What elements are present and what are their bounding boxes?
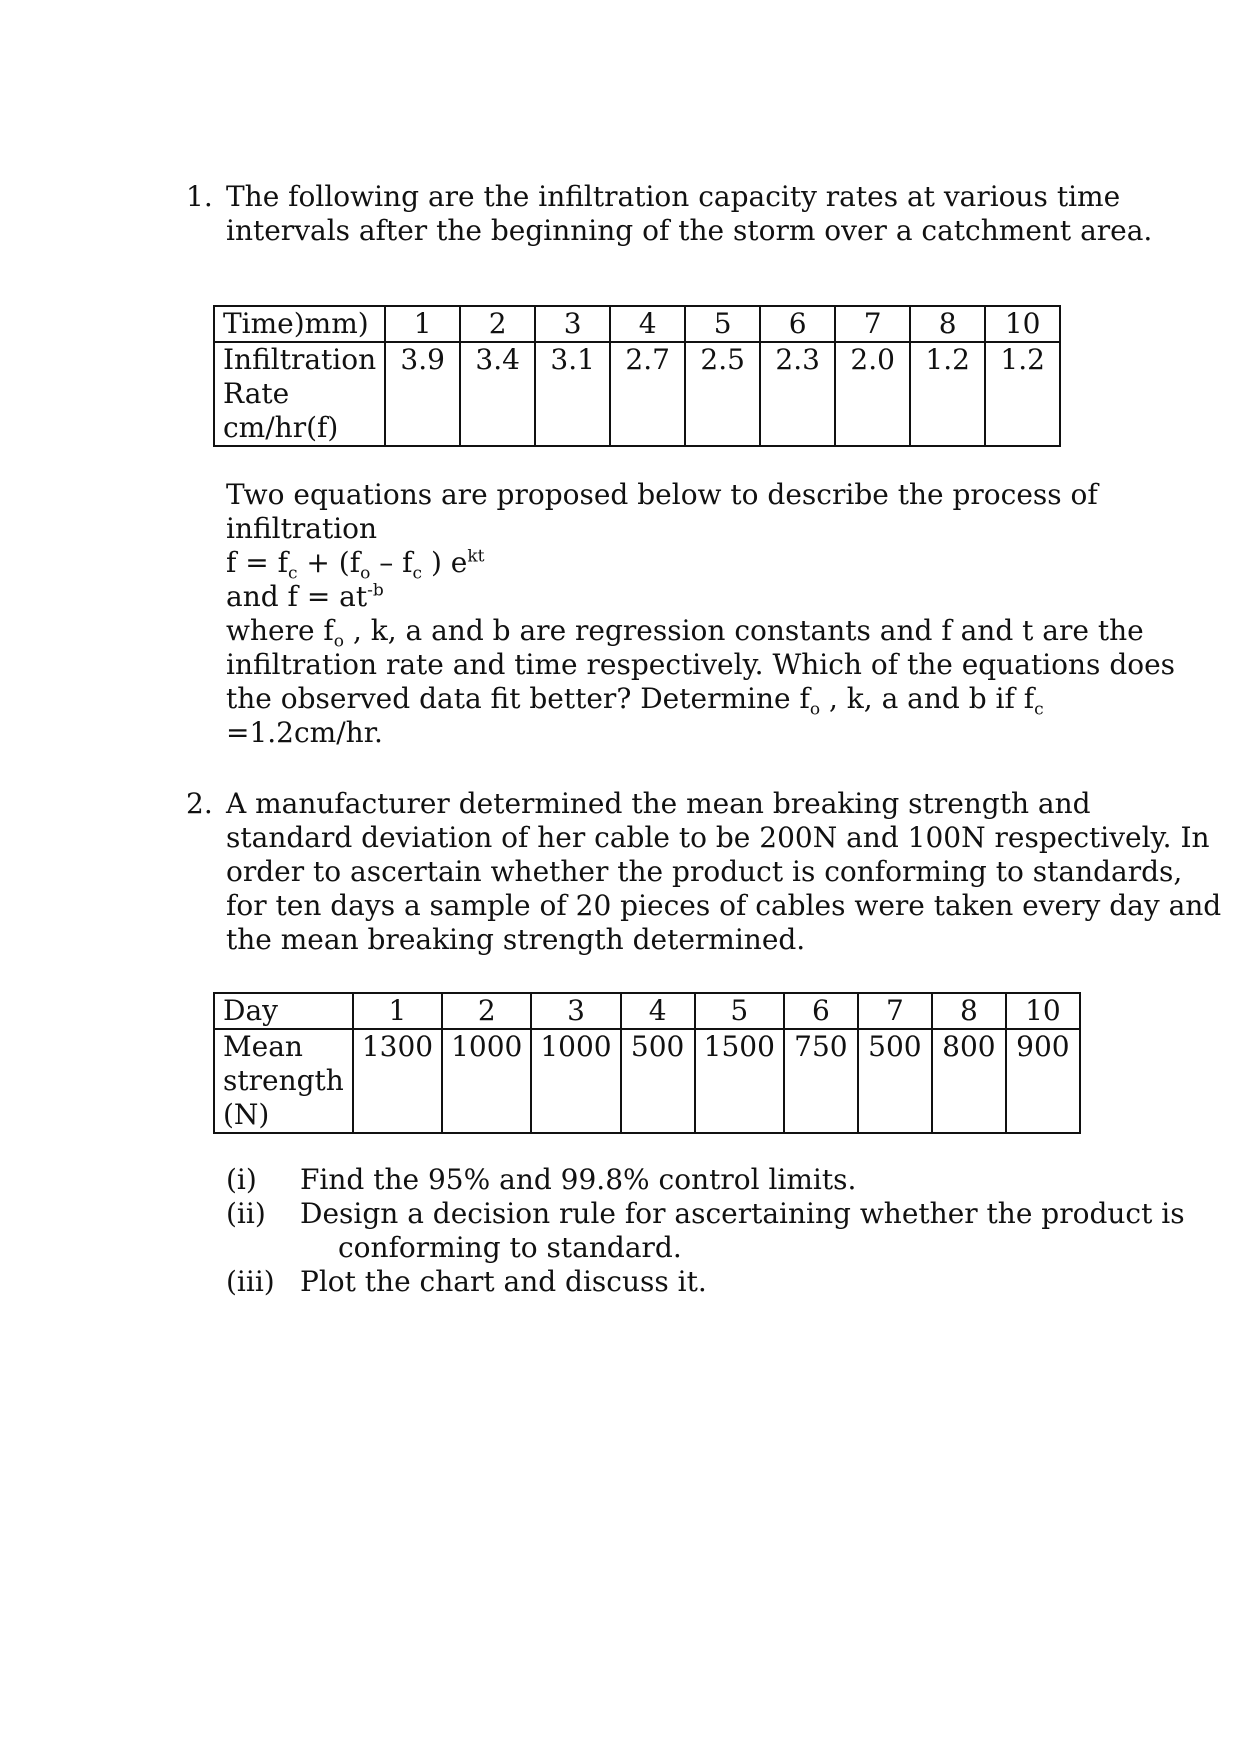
table-row bbox=[214, 1029, 1080, 1133]
table-cell: 3 bbox=[535, 306, 610, 342]
strength-table bbox=[213, 992, 1081, 1134]
table-cell: 10 bbox=[1006, 993, 1080, 1029]
table-cell: 1500 bbox=[695, 1029, 784, 1133]
table-row bbox=[214, 993, 1080, 1029]
question-2-intro-line: for ten days a sample of 20 pieces of cables were taken every day and bbox=[226, 889, 1222, 922]
subpart-iii bbox=[226, 1265, 1106, 1299]
table-cell: 7 bbox=[858, 993, 932, 1029]
table-row-header: Day bbox=[214, 993, 353, 1029]
infiltration-table bbox=[213, 305, 1061, 447]
eq-subscript: o bbox=[809, 699, 821, 720]
eq-text: and f = at bbox=[226, 580, 368, 613]
table-cell: 3.4 bbox=[460, 342, 535, 446]
subpart-label: (i) bbox=[226, 1163, 257, 1196]
table-cell: 1.2 bbox=[985, 342, 1060, 446]
eq-subscript: o bbox=[333, 631, 345, 652]
table-cell: 10 bbox=[985, 306, 1060, 342]
table-cell: 2.5 bbox=[685, 342, 760, 446]
eq-superscript: -b bbox=[367, 580, 384, 601]
table-cell: 4 bbox=[610, 306, 685, 342]
table-cell: 2 bbox=[460, 306, 535, 342]
table-cell: 8 bbox=[932, 993, 1006, 1029]
question-2-intro-line: standard deviation of her cable to be 200N and 100N respectively. In bbox=[226, 821, 1210, 854]
row-header-line: Mean bbox=[223, 1030, 303, 1063]
eq-text: – f bbox=[370, 546, 413, 579]
table-cell: 3.1 bbox=[535, 342, 610, 446]
table-cell: 4 bbox=[621, 993, 695, 1029]
eq-text: + (f bbox=[297, 546, 361, 579]
row-header-line: (N) bbox=[223, 1098, 270, 1131]
table-cell: 5 bbox=[685, 306, 760, 342]
table-row bbox=[214, 306, 1060, 342]
question-2-intro-line: the mean breaking strength determined. bbox=[226, 923, 806, 956]
question-1-intro-line: intervals after the beginning of the storm over a catchment area. bbox=[226, 214, 1153, 247]
row-header-line: cm/hr(f) bbox=[223, 411, 339, 444]
table-cell: 3 bbox=[531, 993, 620, 1029]
table-row-header: Time)mm) bbox=[214, 306, 385, 342]
where-text: , k, a and b if f bbox=[820, 682, 1035, 715]
table-cell: 1 bbox=[353, 993, 442, 1029]
where-line bbox=[226, 682, 1106, 720]
subpart-label: (ii) bbox=[226, 1197, 266, 1230]
table-cell: 1000 bbox=[442, 1029, 531, 1133]
question-2-intro bbox=[226, 787, 1222, 957]
row-header-line: Rate bbox=[223, 377, 290, 410]
table-cell: 1.2 bbox=[910, 342, 985, 446]
question-1-intro bbox=[226, 180, 1153, 248]
question-1-intro-line: The following are the infiltration capacity rates at various time bbox=[226, 180, 1121, 213]
table-cell: 1 bbox=[385, 306, 460, 342]
table-cell: 1300 bbox=[353, 1029, 442, 1133]
where-text: , k, a and b are regression constants and f and t are the bbox=[344, 614, 1144, 647]
row-header-line: strength bbox=[223, 1064, 344, 1097]
eq-subscript: o bbox=[360, 563, 371, 584]
subpart-ii bbox=[226, 1197, 1185, 1231]
subpart-i bbox=[226, 1163, 1106, 1197]
table-cell: 6 bbox=[760, 306, 835, 342]
table-cell: 2.0 bbox=[835, 342, 910, 446]
where-line: =1.2cm/hr. bbox=[226, 716, 383, 749]
eq-subscript: c bbox=[1034, 699, 1044, 720]
question-2-intro-line: A manufacturer determined the mean breaking strength and bbox=[226, 787, 1091, 820]
table-cell: 800 bbox=[932, 1029, 1006, 1133]
where-text: the observed data fit better? Determine f bbox=[226, 682, 810, 715]
subpart-text: conforming to standard. bbox=[338, 1231, 682, 1264]
table-row-header bbox=[214, 342, 385, 446]
question-1-number: 1. bbox=[186, 180, 213, 213]
equation-1 bbox=[226, 546, 1106, 584]
table-cell: 2.7 bbox=[610, 342, 685, 446]
subpart-text: Plot the chart and discuss it. bbox=[300, 1265, 707, 1298]
where-line bbox=[226, 614, 1144, 652]
row-header-line: Infiltration bbox=[223, 343, 377, 376]
table-row bbox=[214, 342, 1060, 446]
eq-text: f = f bbox=[226, 546, 288, 579]
table-cell: 7 bbox=[835, 306, 910, 342]
where-line: infiltration rate and time respectively. Which of the equations does bbox=[226, 648, 1176, 681]
table-cell: 500 bbox=[858, 1029, 932, 1133]
equations-intro-line: Two equations are proposed below to describe the process of bbox=[226, 478, 1098, 511]
table-cell: 2.3 bbox=[760, 342, 835, 446]
eq-superscript: kt bbox=[467, 546, 485, 567]
question-2-intro-line: order to ascertain whether the product is conforming to standards, bbox=[226, 855, 1183, 888]
where-text: where f bbox=[226, 614, 334, 647]
eq-subscript: c bbox=[288, 563, 298, 584]
table-row-header bbox=[214, 1029, 353, 1133]
table-cell: 5 bbox=[695, 993, 784, 1029]
eq-subscript: c bbox=[412, 563, 423, 584]
equations-block bbox=[226, 478, 1176, 750]
equation-2 bbox=[226, 580, 1106, 614]
eq-text: ) e bbox=[422, 546, 468, 579]
question-2-number: 2. bbox=[186, 787, 213, 820]
table-cell: 750 bbox=[784, 1029, 858, 1133]
table-cell: 3.9 bbox=[385, 342, 460, 446]
subpart-label: (iii) bbox=[226, 1265, 275, 1298]
subparts-list bbox=[226, 1163, 1185, 1299]
equations-intro-line: infiltration bbox=[226, 512, 378, 545]
table-cell: 500 bbox=[621, 1029, 695, 1133]
subpart-text: Find the 95% and 99.8% control limits. bbox=[300, 1163, 857, 1196]
table-cell: 2 bbox=[442, 993, 531, 1029]
subpart-text: Design a decision rule for ascertaining whether the product is bbox=[300, 1197, 1185, 1230]
table-cell: 6 bbox=[784, 993, 858, 1029]
table-cell: 8 bbox=[910, 306, 985, 342]
table-cell: 900 bbox=[1006, 1029, 1080, 1133]
table-cell: 1000 bbox=[531, 1029, 620, 1133]
subpart-ii-continuation bbox=[226, 1231, 1106, 1265]
